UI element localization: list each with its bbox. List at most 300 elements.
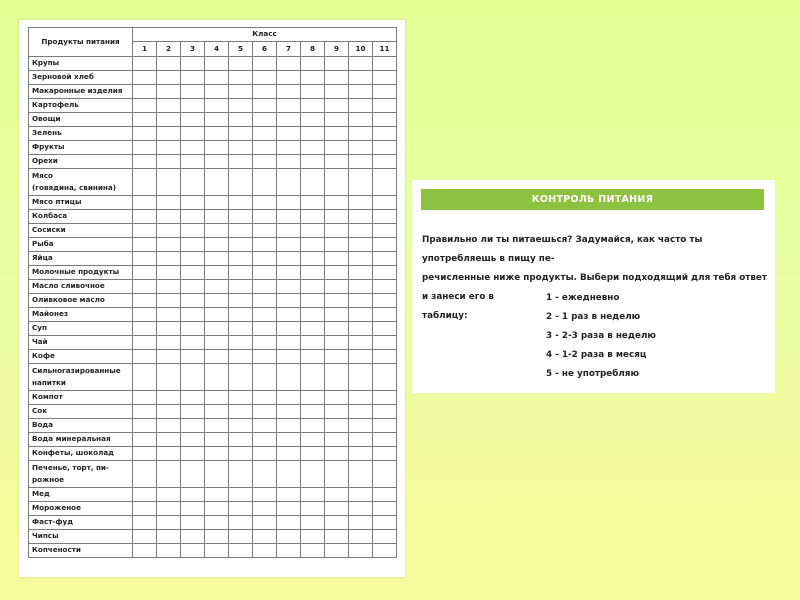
answer-cell[interactable] (205, 322, 229, 336)
answer-cell[interactable] (301, 530, 325, 544)
answer-cell[interactable] (253, 85, 277, 99)
answer-cell[interactable] (277, 238, 301, 252)
answer-cell[interactable] (301, 57, 325, 71)
answer-cell[interactable] (373, 99, 397, 113)
answer-cell[interactable] (229, 322, 253, 336)
answer-cell[interactable] (133, 252, 157, 266)
answer-cell[interactable] (253, 405, 277, 419)
answer-cell[interactable] (301, 224, 325, 238)
answer-cell[interactable] (325, 99, 349, 113)
answer-cell[interactable] (205, 405, 229, 419)
answer-cell[interactable] (229, 99, 253, 113)
answer-cell[interactable] (229, 280, 253, 294)
answer-cell[interactable] (157, 57, 181, 71)
answer-cell[interactable] (373, 169, 397, 196)
answer-cell[interactable] (181, 419, 205, 433)
answer-cell[interactable] (133, 141, 157, 155)
answer-cell[interactable] (205, 461, 229, 488)
answer-cell[interactable] (205, 502, 229, 516)
answer-cell[interactable] (253, 461, 277, 488)
answer-cell[interactable] (133, 350, 157, 364)
answer-cell[interactable] (373, 210, 397, 224)
answer-cell[interactable] (181, 280, 205, 294)
answer-cell[interactable] (277, 322, 301, 336)
answer-cell[interactable] (133, 364, 157, 391)
answer-cell[interactable] (157, 336, 181, 350)
answer-cell[interactable] (277, 294, 301, 308)
answer-cell[interactable] (301, 294, 325, 308)
answer-cell[interactable] (133, 169, 157, 196)
answer-cell[interactable] (205, 127, 229, 141)
answer-cell[interactable] (253, 364, 277, 391)
answer-cell[interactable] (157, 141, 181, 155)
answer-cell[interactable] (181, 113, 205, 127)
answer-cell[interactable] (205, 488, 229, 502)
answer-cell[interactable] (325, 57, 349, 71)
answer-cell[interactable] (349, 516, 373, 530)
answer-cell[interactable] (349, 322, 373, 336)
answer-cell[interactable] (373, 224, 397, 238)
answer-cell[interactable] (277, 433, 301, 447)
answer-cell[interactable] (133, 238, 157, 252)
answer-cell[interactable] (373, 141, 397, 155)
answer-cell[interactable] (373, 294, 397, 308)
answer-cell[interactable] (349, 71, 373, 85)
answer-cell[interactable] (349, 224, 373, 238)
answer-cell[interactable] (253, 266, 277, 280)
answer-cell[interactable] (133, 391, 157, 405)
answer-cell[interactable] (349, 405, 373, 419)
answer-cell[interactable] (133, 461, 157, 488)
answer-cell[interactable] (325, 516, 349, 530)
answer-cell[interactable] (349, 502, 373, 516)
answer-cell[interactable] (325, 405, 349, 419)
answer-cell[interactable] (229, 488, 253, 502)
answer-cell[interactable] (373, 502, 397, 516)
answer-cell[interactable] (253, 447, 277, 461)
answer-cell[interactable] (277, 488, 301, 502)
answer-cell[interactable] (253, 294, 277, 308)
answer-cell[interactable] (229, 308, 253, 322)
answer-cell[interactable] (325, 530, 349, 544)
answer-cell[interactable] (325, 502, 349, 516)
answer-cell[interactable] (277, 461, 301, 488)
answer-cell[interactable] (373, 391, 397, 405)
answer-cell[interactable] (349, 336, 373, 350)
answer-cell[interactable] (277, 364, 301, 391)
answer-cell[interactable] (205, 530, 229, 544)
answer-cell[interactable] (349, 294, 373, 308)
answer-cell[interactable] (373, 113, 397, 127)
answer-cell[interactable] (133, 488, 157, 502)
answer-cell[interactable] (277, 447, 301, 461)
answer-cell[interactable] (157, 419, 181, 433)
answer-cell[interactable] (253, 530, 277, 544)
answer-cell[interactable] (277, 127, 301, 141)
answer-cell[interactable] (181, 530, 205, 544)
answer-cell[interactable] (253, 322, 277, 336)
answer-cell[interactable] (301, 238, 325, 252)
answer-cell[interactable] (349, 127, 373, 141)
answer-cell[interactable] (229, 57, 253, 71)
answer-cell[interactable] (349, 419, 373, 433)
answer-cell[interactable] (229, 544, 253, 558)
answer-cell[interactable] (253, 99, 277, 113)
answer-cell[interactable] (253, 141, 277, 155)
answer-cell[interactable] (157, 461, 181, 488)
answer-cell[interactable] (205, 364, 229, 391)
answer-cell[interactable] (205, 350, 229, 364)
answer-cell[interactable] (205, 210, 229, 224)
answer-cell[interactable] (253, 169, 277, 196)
answer-cell[interactable] (301, 364, 325, 391)
answer-cell[interactable] (277, 502, 301, 516)
answer-cell[interactable] (373, 280, 397, 294)
answer-cell[interactable] (349, 169, 373, 196)
answer-cell[interactable] (229, 113, 253, 127)
answer-cell[interactable] (133, 127, 157, 141)
answer-cell[interactable] (181, 196, 205, 210)
answer-cell[interactable] (301, 113, 325, 127)
answer-cell[interactable] (325, 238, 349, 252)
answer-cell[interactable] (373, 544, 397, 558)
answer-cell[interactable] (325, 294, 349, 308)
answer-cell[interactable] (301, 127, 325, 141)
answer-cell[interactable] (205, 391, 229, 405)
answer-cell[interactable] (325, 169, 349, 196)
answer-cell[interactable] (181, 364, 205, 391)
answer-cell[interactable] (373, 364, 397, 391)
answer-cell[interactable] (277, 71, 301, 85)
answer-cell[interactable] (229, 71, 253, 85)
answer-cell[interactable] (133, 544, 157, 558)
answer-cell[interactable] (157, 155, 181, 169)
answer-cell[interactable] (373, 57, 397, 71)
answer-cell[interactable] (229, 85, 253, 99)
answer-cell[interactable] (181, 516, 205, 530)
answer-cell[interactable] (301, 169, 325, 196)
answer-cell[interactable] (325, 266, 349, 280)
answer-cell[interactable] (373, 336, 397, 350)
answer-cell[interactable] (157, 85, 181, 99)
answer-cell[interactable] (205, 141, 229, 155)
answer-cell[interactable] (205, 224, 229, 238)
answer-cell[interactable] (205, 266, 229, 280)
answer-cell[interactable] (349, 280, 373, 294)
answer-cell[interactable] (349, 99, 373, 113)
answer-cell[interactable] (325, 224, 349, 238)
answer-cell[interactable] (229, 266, 253, 280)
answer-cell[interactable] (157, 488, 181, 502)
answer-cell[interactable] (229, 210, 253, 224)
answer-cell[interactable] (157, 502, 181, 516)
answer-cell[interactable] (229, 127, 253, 141)
answer-cell[interactable] (373, 419, 397, 433)
answer-cell[interactable] (373, 85, 397, 99)
answer-cell[interactable] (325, 141, 349, 155)
answer-cell[interactable] (157, 364, 181, 391)
answer-cell[interactable] (229, 516, 253, 530)
answer-cell[interactable] (133, 419, 157, 433)
answer-cell[interactable] (301, 280, 325, 294)
answer-cell[interactable] (325, 210, 349, 224)
answer-cell[interactable] (157, 113, 181, 127)
answer-cell[interactable] (133, 294, 157, 308)
answer-cell[interactable] (157, 169, 181, 196)
answer-cell[interactable] (205, 71, 229, 85)
answer-cell[interactable] (373, 461, 397, 488)
answer-cell[interactable] (325, 350, 349, 364)
answer-cell[interactable] (133, 308, 157, 322)
answer-cell[interactable] (301, 461, 325, 488)
answer-cell[interactable] (349, 238, 373, 252)
answer-cell[interactable] (301, 447, 325, 461)
answer-cell[interactable] (229, 224, 253, 238)
answer-cell[interactable] (205, 169, 229, 196)
answer-cell[interactable] (157, 308, 181, 322)
answer-cell[interactable] (349, 364, 373, 391)
answer-cell[interactable] (373, 252, 397, 266)
answer-cell[interactable] (325, 461, 349, 488)
answer-cell[interactable] (253, 419, 277, 433)
answer-cell[interactable] (349, 85, 373, 99)
answer-cell[interactable] (349, 57, 373, 71)
answer-cell[interactable] (205, 544, 229, 558)
answer-cell[interactable] (325, 155, 349, 169)
answer-cell[interactable] (181, 99, 205, 113)
answer-cell[interactable] (229, 169, 253, 196)
answer-cell[interactable] (301, 99, 325, 113)
answer-cell[interactable] (181, 350, 205, 364)
answer-cell[interactable] (229, 433, 253, 447)
answer-cell[interactable] (133, 447, 157, 461)
answer-cell[interactable] (133, 57, 157, 71)
answer-cell[interactable] (133, 502, 157, 516)
answer-cell[interactable] (373, 266, 397, 280)
answer-cell[interactable] (181, 238, 205, 252)
answer-cell[interactable] (229, 364, 253, 391)
answer-cell[interactable] (157, 294, 181, 308)
answer-cell[interactable] (253, 280, 277, 294)
answer-cell[interactable] (277, 308, 301, 322)
answer-cell[interactable] (349, 155, 373, 169)
answer-cell[interactable] (205, 447, 229, 461)
answer-cell[interactable] (301, 405, 325, 419)
answer-cell[interactable] (253, 488, 277, 502)
answer-cell[interactable] (253, 350, 277, 364)
answer-cell[interactable] (325, 322, 349, 336)
answer-cell[interactable] (157, 238, 181, 252)
answer-cell[interactable] (181, 391, 205, 405)
answer-cell[interactable] (253, 224, 277, 238)
answer-cell[interactable] (373, 155, 397, 169)
answer-cell[interactable] (181, 308, 205, 322)
answer-cell[interactable] (229, 530, 253, 544)
answer-cell[interactable] (277, 210, 301, 224)
answer-cell[interactable] (301, 266, 325, 280)
answer-cell[interactable] (205, 308, 229, 322)
answer-cell[interactable] (277, 113, 301, 127)
answer-cell[interactable] (373, 516, 397, 530)
answer-cell[interactable] (253, 238, 277, 252)
answer-cell[interactable] (133, 322, 157, 336)
answer-cell[interactable] (325, 336, 349, 350)
answer-cell[interactable] (301, 419, 325, 433)
answer-cell[interactable] (253, 433, 277, 447)
answer-cell[interactable] (349, 544, 373, 558)
answer-cell[interactable] (301, 322, 325, 336)
answer-cell[interactable] (181, 169, 205, 196)
answer-cell[interactable] (325, 364, 349, 391)
answer-cell[interactable] (349, 266, 373, 280)
answer-cell[interactable] (205, 252, 229, 266)
answer-cell[interactable] (277, 141, 301, 155)
answer-cell[interactable] (301, 391, 325, 405)
answer-cell[interactable] (349, 308, 373, 322)
answer-cell[interactable] (253, 544, 277, 558)
answer-cell[interactable] (373, 350, 397, 364)
answer-cell[interactable] (157, 71, 181, 85)
answer-cell[interactable] (229, 447, 253, 461)
answer-cell[interactable] (229, 196, 253, 210)
answer-cell[interactable] (349, 447, 373, 461)
answer-cell[interactable] (277, 155, 301, 169)
answer-cell[interactable] (253, 516, 277, 530)
answer-cell[interactable] (301, 488, 325, 502)
answer-cell[interactable] (229, 419, 253, 433)
answer-cell[interactable] (157, 544, 181, 558)
answer-cell[interactable] (229, 155, 253, 169)
answer-cell[interactable] (253, 308, 277, 322)
answer-cell[interactable] (205, 516, 229, 530)
answer-cell[interactable] (205, 113, 229, 127)
answer-cell[interactable] (133, 71, 157, 85)
answer-cell[interactable] (253, 71, 277, 85)
answer-cell[interactable] (133, 99, 157, 113)
answer-cell[interactable] (301, 502, 325, 516)
answer-cell[interactable] (157, 516, 181, 530)
answer-cell[interactable] (181, 266, 205, 280)
answer-cell[interactable] (205, 419, 229, 433)
answer-cell[interactable] (133, 280, 157, 294)
answer-cell[interactable] (181, 155, 205, 169)
answer-cell[interactable] (205, 57, 229, 71)
answer-cell[interactable] (181, 433, 205, 447)
answer-cell[interactable] (277, 544, 301, 558)
answer-cell[interactable] (253, 502, 277, 516)
answer-cell[interactable] (157, 391, 181, 405)
answer-cell[interactable] (325, 488, 349, 502)
answer-cell[interactable] (301, 252, 325, 266)
answer-cell[interactable] (229, 141, 253, 155)
answer-cell[interactable] (229, 461, 253, 488)
answer-cell[interactable] (133, 530, 157, 544)
answer-cell[interactable] (133, 155, 157, 169)
answer-cell[interactable] (181, 294, 205, 308)
answer-cell[interactable] (133, 336, 157, 350)
answer-cell[interactable] (277, 280, 301, 294)
answer-cell[interactable] (253, 57, 277, 71)
answer-cell[interactable] (373, 488, 397, 502)
answer-cell[interactable] (349, 488, 373, 502)
answer-cell[interactable] (229, 294, 253, 308)
answer-cell[interactable] (205, 99, 229, 113)
answer-cell[interactable] (157, 196, 181, 210)
answer-cell[interactable] (349, 141, 373, 155)
answer-cell[interactable] (229, 238, 253, 252)
answer-cell[interactable] (349, 113, 373, 127)
answer-cell[interactable] (253, 252, 277, 266)
answer-cell[interactable] (205, 196, 229, 210)
answer-cell[interactable] (373, 530, 397, 544)
answer-cell[interactable] (373, 238, 397, 252)
answer-cell[interactable] (373, 71, 397, 85)
answer-cell[interactable] (373, 322, 397, 336)
answer-cell[interactable] (133, 405, 157, 419)
answer-cell[interactable] (253, 210, 277, 224)
answer-cell[interactable] (373, 196, 397, 210)
answer-cell[interactable] (277, 419, 301, 433)
answer-cell[interactable] (229, 405, 253, 419)
answer-cell[interactable] (277, 99, 301, 113)
answer-cell[interactable] (205, 280, 229, 294)
answer-cell[interactable] (253, 127, 277, 141)
answer-cell[interactable] (181, 488, 205, 502)
answer-cell[interactable] (301, 85, 325, 99)
answer-cell[interactable] (349, 461, 373, 488)
answer-cell[interactable] (277, 516, 301, 530)
answer-cell[interactable] (181, 127, 205, 141)
answer-cell[interactable] (325, 433, 349, 447)
answer-cell[interactable] (133, 196, 157, 210)
answer-cell[interactable] (253, 113, 277, 127)
answer-cell[interactable] (181, 322, 205, 336)
answer-cell[interactable] (181, 57, 205, 71)
answer-cell[interactable] (157, 447, 181, 461)
answer-cell[interactable] (157, 127, 181, 141)
answer-cell[interactable] (253, 336, 277, 350)
answer-cell[interactable] (349, 252, 373, 266)
answer-cell[interactable] (277, 169, 301, 196)
answer-cell[interactable] (205, 294, 229, 308)
answer-cell[interactable] (157, 99, 181, 113)
answer-cell[interactable] (301, 350, 325, 364)
answer-cell[interactable] (229, 502, 253, 516)
answer-cell[interactable] (157, 224, 181, 238)
answer-cell[interactable] (133, 85, 157, 99)
answer-cell[interactable] (181, 141, 205, 155)
answer-cell[interactable] (133, 113, 157, 127)
answer-cell[interactable] (229, 350, 253, 364)
answer-cell[interactable] (133, 433, 157, 447)
answer-cell[interactable] (373, 405, 397, 419)
answer-cell[interactable] (301, 308, 325, 322)
answer-cell[interactable] (325, 308, 349, 322)
answer-cell[interactable] (325, 85, 349, 99)
answer-cell[interactable] (205, 238, 229, 252)
answer-cell[interactable] (181, 224, 205, 238)
answer-cell[interactable] (157, 252, 181, 266)
answer-cell[interactable] (205, 336, 229, 350)
answer-cell[interactable] (325, 113, 349, 127)
answer-cell[interactable] (277, 391, 301, 405)
answer-cell[interactable] (373, 127, 397, 141)
answer-cell[interactable] (205, 155, 229, 169)
answer-cell[interactable] (133, 516, 157, 530)
answer-cell[interactable] (253, 155, 277, 169)
answer-cell[interactable] (277, 405, 301, 419)
answer-cell[interactable] (253, 196, 277, 210)
